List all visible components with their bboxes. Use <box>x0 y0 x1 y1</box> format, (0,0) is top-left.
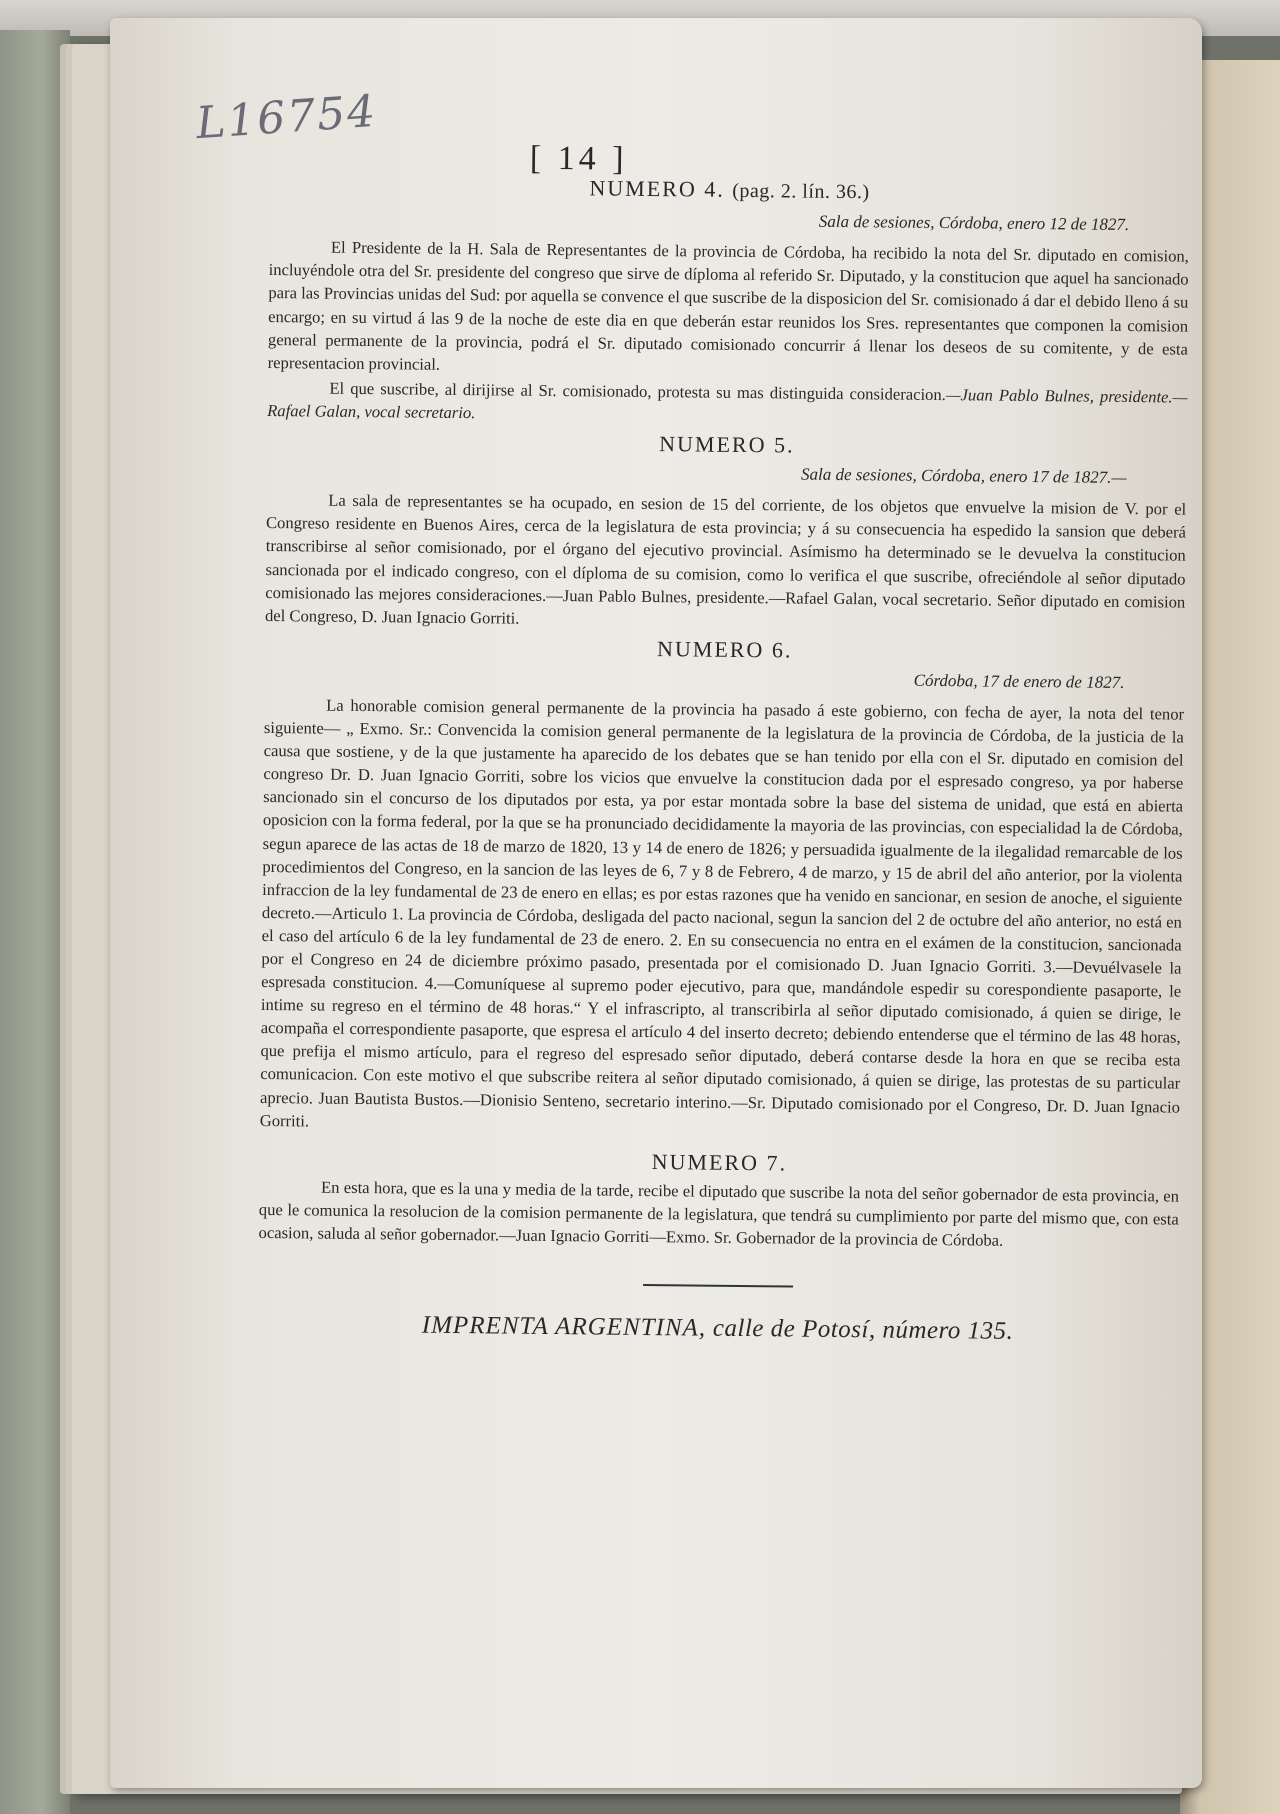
paragraph: La sala de representantes se ha ocupado, en sesion de 15 del corriente, de los objetos que envuelve la mision de V. por el Congreso residente en Buenos Aires, cerca de la legislatura de esta provincia; y á su consecuencia ha espedido la sansion que deberá transcribirse al señor comisionado, por el órgano del ejecutivo provincial. Asímismo ha determinado se le devuelva la constitucion sancionada por el indicado congreso, con el díploma de su comision, como lo verifica el que suscribe, ofreciéndole al señor diputado comisionado las mejores consideraciones.—Juan Pablo Bulnes, presidente.—Rafael Galan, vocal secretario. Señor diputado en comision del Congreso, D. Juan Ignacio Gorriti. <box>264 490 1187 628</box>
section-heading-5: NUMERO 5. <box>659 431 795 458</box>
dateline: Sala de sesiones, Córdoba, enero 12 de 1827. <box>818 211 1130 235</box>
page-content <box>258 139 1190 1345</box>
signature: —Juan Pablo Bulnes, presidente.—Rafael Galan, vocal secretario. <box>267 384 1188 423</box>
section-heading-4: NUMERO 4. (pag. 2. lín. 36.) <box>589 175 870 204</box>
paragraph: El que suscribe, al dirijirse al Sr. comisionado, protesta su mas distinguida consideracion.—Juan Pablo Bulnes, presidente.—Rafael Galan, vocal secretario. <box>267 378 1188 423</box>
handwritten-shelfmark: L16754 <box>194 85 379 150</box>
section-heading-7: NUMERO 7. <box>651 1148 788 1176</box>
paragraph: La honorable comision general permanente de la provincia ha pasado á este gobierno, con fecha de ayer, la nota del tenor siguiente— „ Exmo. Sr.: Convencida la comision general permanente de la legislatura de la provincia de Córdoba, de la justicia de la causa que sostiene, y de la que justamente ha aparecido de los debates que se han tenido por ella con el Sr. diputado en comision del congreso Dr. D. Juan Ignacio Gorriti, sobre los vicios que envuelve la constitucion dada por el espresado congreso, ya por haberse sancionado sin el concurso de los diputados por esta, ya por estar montada sobre la base del sistema de unidad, que está en abierta oposicion con la forma federal, por la que se ha pronunciado decididamente la mayoria de las provincias, con especialidad la de Córdoba, segun aparece de las actas de 18 de marzo de 1820, 13 y 14 de enero de 1826; y persuadida igualmente de la ilegalidad remarcable de los procedimientos del Congreso, en la sancion de las leyes de 6, 7 y 8 de Febrero, 4 de marzo, y 15 de abril del año anterior, por la violenta infraccion de la ley fundamental de 23 de enero en ellas; es por estas razones que ha venido en sancionar, en sesion de anoche, el siguiente decreto.—Articulo 1. La provincia de Córdoba, desligada del pacto nacional, segun la sancion del 2 de octubre del año anterior, no está en el caso del artículo 6 de la ley fundamental de 23 de enero. 2. En su consecuencia no entra en el exámen de la constitucion, sancionada por el Congreso en 24 de diciembre próximo pasado, presentada por el comisionado D. Juan Ignacio Gorriti. 3.—Devuélvasele la espresada constitucion. 4.—Comuníquese al supremo poder ejecutivo, para que, mandándole espedir su corespondiente pasaporte, le intime su regreso en el término de 48 horas.“ Y el infrascripto, al transcribirla al señor diputado comisionado, á quien se dirige, le acompaña el correspondiente pasaporte, que espresa el artículo 4 del inserto decreto; debiendo entenderse que el término de las 48 horas, que prefija el mismo artículo, para el regreso del espresado señor diputado, deberá contarse desde la hora en que se reciba esta comunicacion. Con este motivo el que subscribe reitera al señor diputado comisionado, á quien se dirige, las protestas de su particular aprecio. Juan Bautista Bustos.—Dionisio Senteno, secretario interino.—Sr. Diputado comisionado por el Congreso, Dr. D. Juan Ignacio Gorriti. <box>259 695 1185 1131</box>
page-number: [ 14 ] <box>529 139 628 178</box>
paragraph: En esta hora, que es la una y media de la tarde, recibe el diputado que suscribe la nota del señor gobernador de esta provincia, en que le comunica la resolucion de la comision permanente de la legislatura, que tendrá su cumplimiento por parte del mismo que, con esta ocasion, saluda al señor gobernador.—Juan Ignacio Gorriti—Exmo. Sr. Gobernador de la provincia de Córdoba. <box>258 1177 1180 1250</box>
dateline: Córdoba, 17 de enero de 1827. <box>913 670 1125 692</box>
paragraph: El Presidente de la H. Sala de Representantes de la provincia de Córdoba, ha recibido la nota del Sr. diputado en comision, incluyéndole otra del Sr. presidente del congreso que sirve de díploma al referido Sr. Diputado, y la constitucion que aquel ha sancionado para las Provincias unidas del Sud: por aquella se convence el que suscribe de la disposicion del Sr. comisionado á dar el debido lleno á su encargo; en su virtud á las 9 de la noche de este dia en que deberán estar reunidos los Sres. representantes que componen la comision general permanente de la provincia, podrá el Sr. diputado comisionado concurrir á llenar los deseos de su comitente, y de esta representacion provincial. <box>267 237 1189 374</box>
document-page <box>110 18 1202 1788</box>
dateline: Sala de sesiones, Córdoba, enero 17 de 1827.— <box>800 464 1127 488</box>
divider-rule <box>643 1284 793 1288</box>
book-cover-left <box>0 30 70 1814</box>
imprint: IMPRENTA ARGENTINA, calle de Potosí, número 135. <box>421 1311 1014 1345</box>
section-heading-6: NUMERO 6. <box>656 635 793 663</box>
page-reference: (pag. 2. lín. 36.) <box>732 179 870 204</box>
